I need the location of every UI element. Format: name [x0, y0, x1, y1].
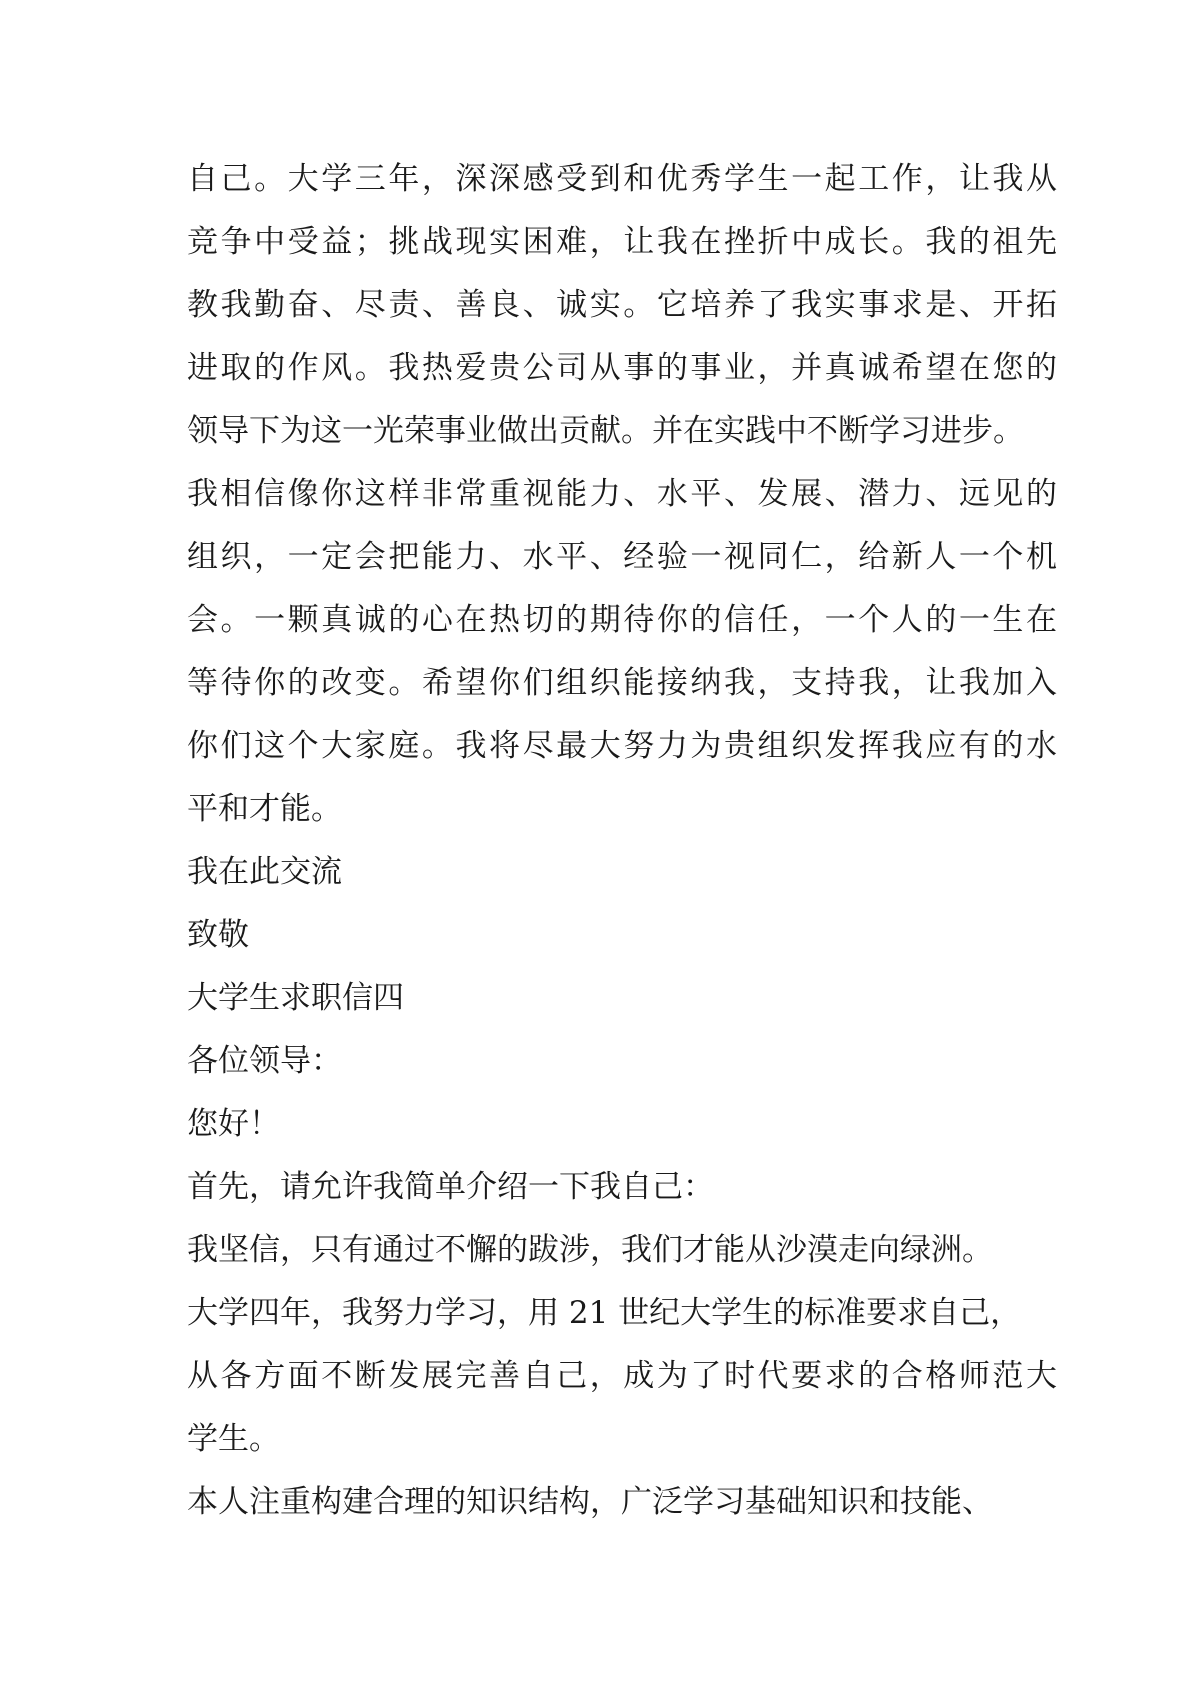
text-line: 您好！ — [187, 1106, 280, 1142]
document-body — [187, 148, 1057, 1534]
text-line: 我相信像你这样非常重视能力、水平、发展、潜力、远见的 — [187, 476, 1057, 512]
text-line: 组织，一定会把能力、水平、经验一视同仁，给新人一个机 — [187, 539, 1057, 575]
text-line: 我在此交流 — [187, 854, 342, 890]
text-line: 学生。 — [187, 1421, 280, 1457]
text-line: 领导下为这一光荣事业做出贡献。并在实践中不断学习进步。 — [187, 413, 1024, 449]
text-line: 本人注重构建合理的知识结构，广泛学习基础知识和技能、 — [187, 1484, 993, 1520]
paragraph-knowledge — [187, 1471, 1057, 1534]
text-line: 平和才能。 — [187, 791, 342, 827]
paragraph-closing-of-letter-three — [187, 148, 1057, 841]
greeting-hello — [187, 1093, 1057, 1156]
text-line: 首先，请允许我简单介绍一下我自己： — [187, 1169, 714, 1205]
text-line: 大学生求职信四 — [187, 980, 404, 1016]
text-line: 从各方面不断发展完善自己，成为了时代要求的合格师范大 — [187, 1358, 1057, 1394]
text-line: 我坚信，只有通过不懈的跋涉，我们才能从沙漠走向绿洲。 — [187, 1232, 993, 1268]
text-line: 致敬 — [187, 917, 249, 953]
text-line: 自己。大学三年，深深感受到和优秀学生一起工作，让我从 — [187, 161, 1057, 197]
paragraph-belief — [187, 1219, 1057, 1471]
text-line: 各位领导： — [187, 1043, 342, 1079]
text-line: 教我勤奋、尽责、善良、诚实。它培养了我实事求是、开拓 — [187, 287, 1057, 323]
text-line: 你们这个大家庭。我将尽最大努力为贵组织发挥我应有的水 — [187, 728, 1057, 764]
text-line: 等待你的改变。希望你们组织能接纳我，支持我，让我加入 — [187, 665, 1057, 701]
text-line: 大学四年，我努力学习，用 21 世纪大学生的标准要求自己， — [187, 1295, 1022, 1331]
salutation-regards — [187, 904, 1057, 967]
introduction-line — [187, 1156, 1057, 1219]
section-heading — [187, 967, 1057, 1030]
closing-phrase — [187, 841, 1057, 904]
greeting-addressee — [187, 1030, 1057, 1093]
text-line: 会。一颗真诚的心在热切的期待你的信任，一个人的一生在 — [187, 602, 1057, 638]
text-line: 竞争中受益；挑战现实困难，让我在挫折中成长。我的祖先 — [187, 224, 1057, 260]
text-line: 进取的作风。我热爱贵公司从事的事业，并真诚希望在您的 — [187, 350, 1057, 386]
